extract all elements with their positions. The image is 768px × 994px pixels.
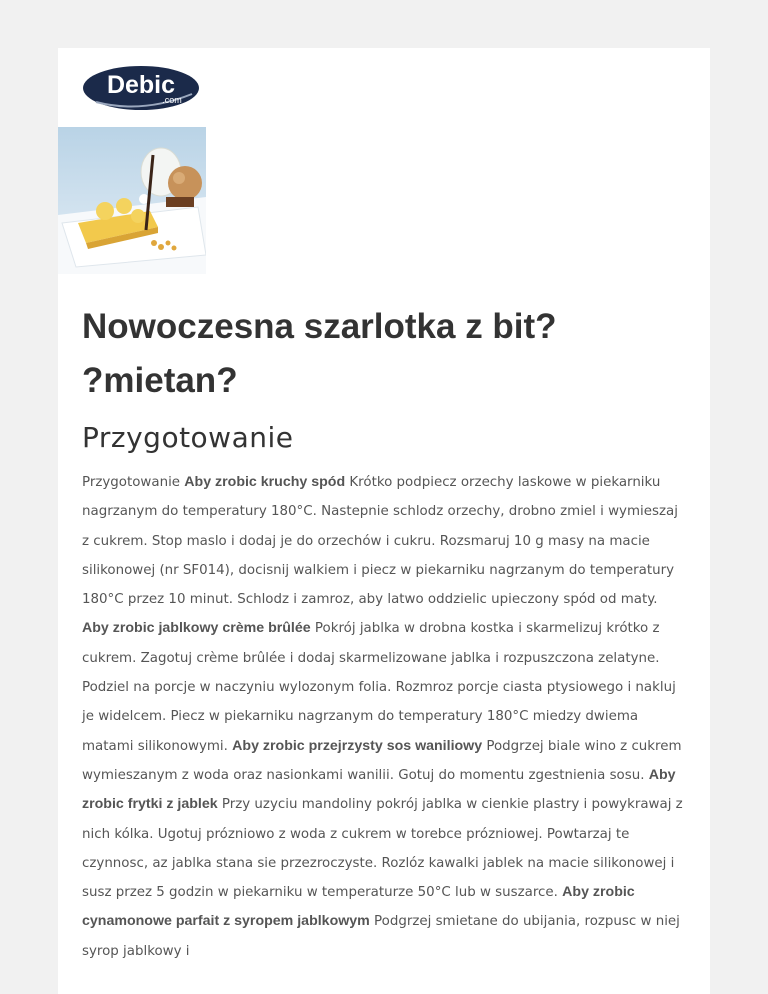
step-heading: Aby zrobic cynamonowe parfait z syropem jablkowym bbox=[82, 884, 635, 930]
recipe-instructions bbox=[82, 468, 688, 966]
step-heading: Aby zrobic przejrzysty sos waniliowy bbox=[232, 737, 483, 754]
step-text: Podgrzej biale wino z cukrem wymieszanym z woda oraz nasionkami wanilii. Gotuj do momentu zgestnienia sosu. bbox=[82, 738, 682, 783]
step-heading: Aby zrobic kruchy spód bbox=[184, 474, 346, 490]
step-text: Pokrój jablka w drobna kostka i skarmelizuj krótko z cukrem. Zagotuj crème brûlée i dodaj skarmelizowane jablka i rozpuszczona zelatyne. Podziel na porcje w naczyniu wylozonym folia. Rozmroz porcje ciasta ptysiowego i nakluj je widelcem. Piecz w piekarniku nagrzanym do temperatury 180°C miedzy dwiema matami silikonowymi. bbox=[82, 621, 676, 754]
recipe-title bbox=[82, 300, 682, 408]
step-heading: Aby zrobic jablkowy crème brûlée bbox=[82, 620, 311, 637]
step-text: Krótko podpiecz orzechy laskowe w piekarniku nagrzanym do temperatury 180°C. Nastepnie schlodz orzechy, drobno zmiel i wymieszaj z cukrem. Stop maslo i dodaj je do orzechów i cukru. Rozsmaruj 10 g masy na macie silikonowej (nr SF014), docisnij walkiem i piecz w piekarniku nagrzanym do temperatury 180°C przez 10 minut. Schlodz i zamroz, aby latwo oddzielic upieczony spód od maty. bbox=[82, 475, 678, 608]
step-text: Przy uzyciu mandoliny pokrój jablka w cienkie plastry i powykrawaj z nich kólka. Ugotuj prózniowo z woda z cukrem w torebce prózniowej. Powtarzaj te czynnosc, az jablka stana sie przezroczyste. Rozlóz kawalki jablek na macie silikonowej i susz przez 5 godzin w piekarniku w temperaturze 50°C lub w suszarce. bbox=[82, 797, 683, 901]
debic-logo[interactable] bbox=[82, 64, 200, 112]
step-text: Przygotowanie bbox=[82, 475, 185, 490]
recipe-title-line-2: ?mietan? bbox=[82, 361, 238, 400]
dessert-photo bbox=[58, 127, 206, 274]
logo-subtext: .com bbox=[162, 95, 182, 105]
logo-wordmark: Debic bbox=[106, 71, 176, 99]
step-text: Podgrzej smietane do ubijania, rozpusc w niej syrop jablkowy i bbox=[82, 914, 680, 959]
section-heading: Przygotowanie bbox=[82, 421, 294, 454]
recipe-card bbox=[58, 48, 710, 994]
step-heading: Aby zrobic frytki z jablek bbox=[82, 766, 676, 813]
recipe-title-line-1: Nowoczesna szarlotka z bit? bbox=[82, 307, 557, 346]
